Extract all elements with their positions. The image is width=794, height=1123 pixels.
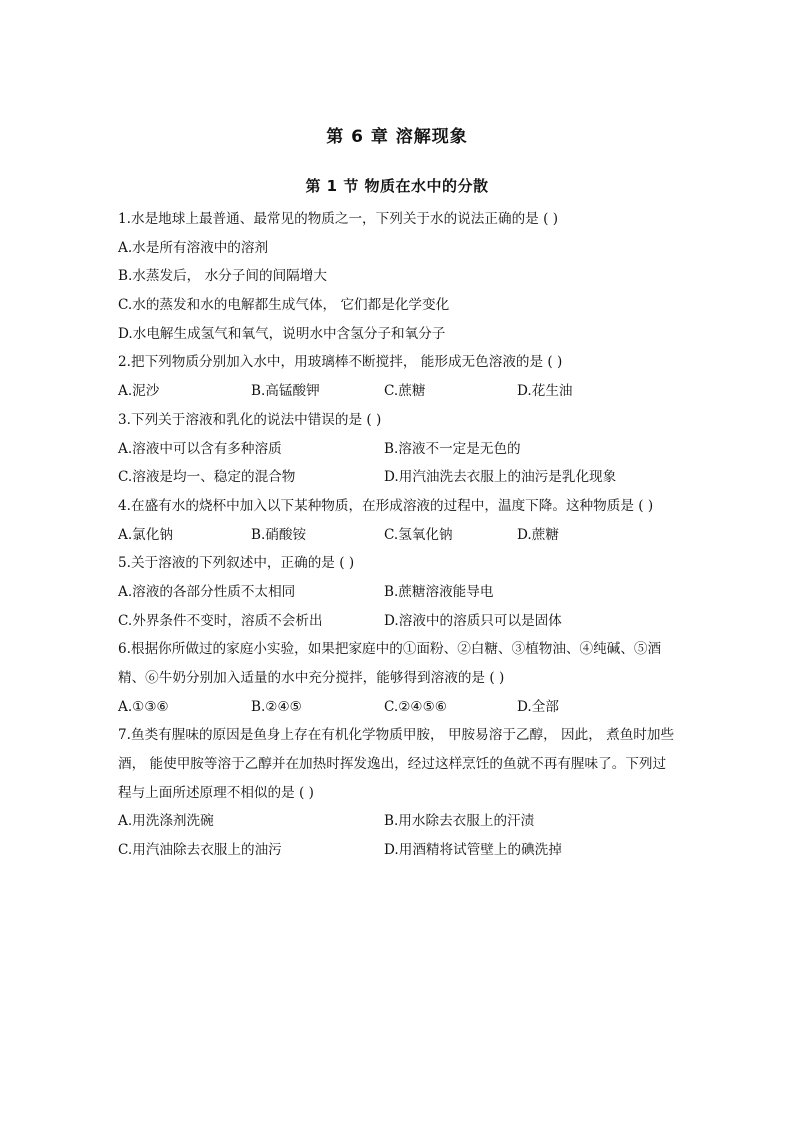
- options-row: [118, 693, 688, 722]
- question-stem: 2.把下列物质分别加入水中，用玻璃棒不断搅拌， 能形成无色溶液的是 ( ): [118, 354, 563, 371]
- question-stem: 4.在盛有水的烧杯中加入以下某种物质，在形成溶液的过程中，温度下降。这种物质是 ( ): [118, 497, 654, 514]
- question-4: [118, 492, 688, 549]
- option-d: D.用汽油洗去衣服上的油污是乳化现象: [384, 469, 617, 486]
- option-c: C.氢氧化钠: [384, 526, 453, 543]
- option-a: A.溶液中可以含有多种溶质: [118, 440, 282, 457]
- question-stem-line: 程与上面所述原理不相似的是 ( ): [118, 784, 314, 801]
- options-row: [118, 463, 688, 492]
- options-row: [118, 435, 688, 464]
- option-d: D.全部: [517, 698, 559, 715]
- option-c: C.蔗糖: [384, 383, 426, 400]
- chapter-title: 第 6 章 溶解现象: [326, 127, 468, 147]
- question-2: [118, 348, 688, 405]
- option-b: B.溶液不一定是无色的: [384, 440, 521, 457]
- question-stem-line: 酒， 能使甲胺等溶于乙醇并在加热时挥发逸出，经过这样烹饪的鱼就不再有腥味了。下列过: [118, 756, 667, 773]
- option-b: B.蔗糖溶液能导电: [384, 583, 494, 600]
- question-stem-line: 6.根据你所做过的家庭小实验，如果把家庭中的①面粉、②白糖、③植物油、④纯碱、⑤酒: [118, 641, 662, 658]
- question-3: [118, 406, 688, 492]
- question-list: [118, 205, 688, 865]
- option-c: C.水的蒸发和水的电解都生成气体， 它们都是化学变化: [118, 297, 450, 314]
- option-c: C.外界条件不变时，溶质不会析出: [118, 612, 323, 629]
- question-stem: 1.水是地球上最普通、最常见的物质之一，下列关于水的说法正确的是 ( ): [118, 211, 559, 227]
- question-5: [118, 549, 688, 635]
- option-c: C.用汽油除去衣服上的油污: [118, 842, 282, 859]
- question-stem: 5.关于溶液的下列叙述中，正确的是 ( ): [118, 555, 355, 572]
- option-a: A.水是所有溶液中的溶剂: [118, 239, 269, 256]
- option-b: B.硝酸铵: [251, 526, 307, 543]
- option-d: D.水电解生成氢气和氧气，说明水中含氢分子和氧分子: [118, 325, 446, 342]
- question-stem-line: 7.鱼类有腥味的原因是鱼身上存在有机化学物质甲胺， 甲胺易溶于乙醇， 因此， 煮鱼时加些: [118, 727, 675, 744]
- options-row: [118, 521, 688, 550]
- option-c: C.溶液是均一、稳定的混合物: [118, 469, 296, 486]
- option-c: C.②④⑤⑥: [384, 698, 447, 715]
- option-d: D.溶液中的溶质只可以是固体: [384, 612, 562, 629]
- question-6: [118, 635, 688, 721]
- option-a: A.溶液的各部分性质不太相同: [118, 583, 296, 600]
- question-1: [118, 205, 688, 348]
- option-d: D.花生油: [517, 383, 573, 400]
- question-7: [118, 721, 688, 864]
- option-a: A.氯化钠: [118, 526, 173, 543]
- question-stem: 3.下列关于溶液和乳化的说法中错误的是 ( ): [118, 411, 382, 428]
- option-b: B.高锰酸钾: [251, 383, 320, 400]
- option-b: B.②④⑤: [251, 698, 302, 715]
- option-b: B.用水除去衣服上的汗渍: [384, 813, 535, 830]
- options-row: [118, 836, 688, 865]
- question-stem-line: 精、⑥牛奶分别加入适量的水中充分搅拌，能够得到溶液的是 ( ): [118, 670, 505, 686]
- option-b: B.水蒸发后， 水分子间的间隔增大: [118, 268, 327, 285]
- option-a: A.用洗涤剂洗碗: [118, 813, 214, 830]
- options-row: [118, 807, 688, 836]
- options-row: [118, 607, 688, 636]
- option-a: A.泥沙: [118, 383, 160, 400]
- options-row: [118, 377, 688, 406]
- options-row: [118, 578, 688, 607]
- option-a: A.①③⑥: [118, 698, 169, 715]
- option-d: D.蔗糖: [517, 526, 559, 543]
- section-title: 第 1 节 物质在水中的分散: [305, 177, 489, 195]
- option-d: D.用酒精将试管壁上的碘洗掉: [384, 842, 562, 859]
